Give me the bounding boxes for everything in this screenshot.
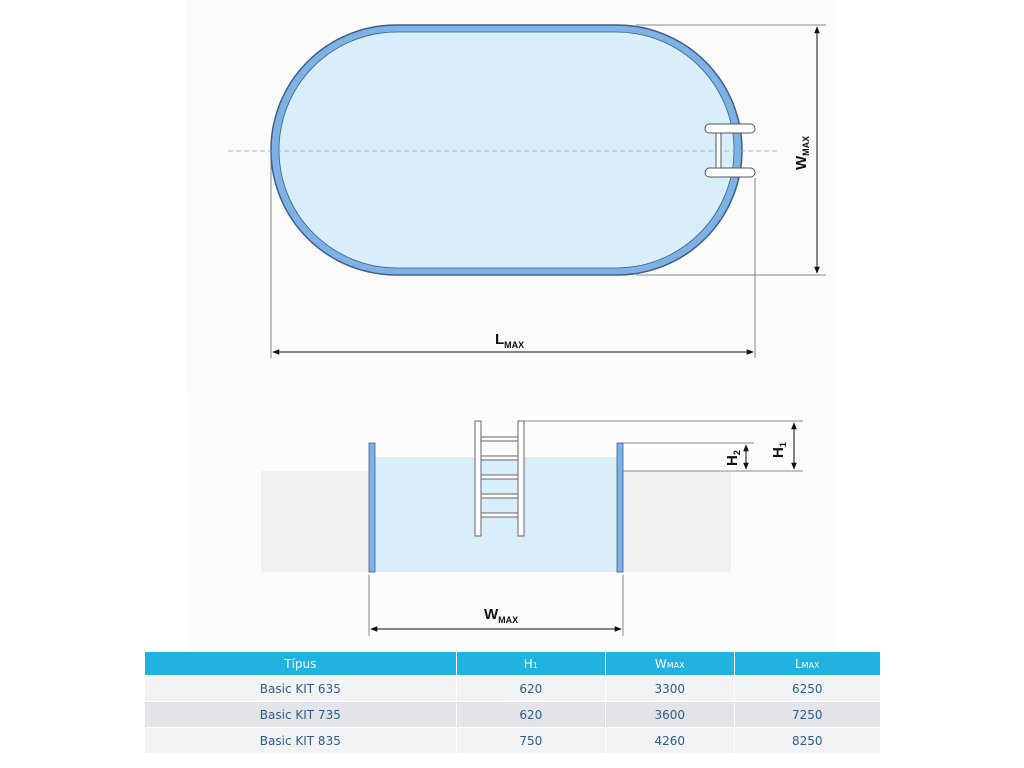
w-max-label-top: $W_{MAX}$ — [793, 135, 811, 170]
pool-wall-right — [617, 443, 623, 572]
cell-l-max: 8250 — [734, 728, 880, 754]
w-max-label-side: $W_{MAX}$ — [484, 606, 519, 625]
spec-table — [145, 652, 880, 753]
header-type: Típus — [145, 652, 456, 676]
table-row — [145, 676, 880, 702]
table-row — [145, 728, 880, 754]
cell-h1: 620 — [456, 702, 605, 728]
cell-w-max: 4260 — [606, 728, 735, 754]
cell-h1: 620 — [456, 676, 605, 702]
cell-type: Basic KIT 635 — [145, 676, 456, 702]
h2-label: $H_2$ — [724, 450, 742, 466]
table-header-row — [145, 652, 880, 676]
cell-h1: 750 — [456, 728, 605, 754]
header-h1: H1 — [456, 652, 605, 676]
cell-type: Basic KIT 835 — [145, 728, 456, 754]
cell-type: Basic KIT 735 — [145, 702, 456, 728]
pool-water-top — [279, 32, 734, 268]
header-w-max: WMAX — [606, 652, 735, 676]
cell-w-max: 3600 — [606, 702, 735, 728]
cell-l-max: 7250 — [734, 702, 880, 728]
table-row — [145, 702, 880, 728]
h1-label: $H_1$ — [770, 442, 788, 458]
header-l-max: LMAX — [794, 656, 820, 671]
l-max-label: $L_{MAX}$ — [495, 331, 525, 350]
pool-wall-left — [369, 443, 375, 572]
cell-w-max: 3300 — [606, 676, 735, 702]
cell-l-max: 6250 — [734, 676, 880, 702]
